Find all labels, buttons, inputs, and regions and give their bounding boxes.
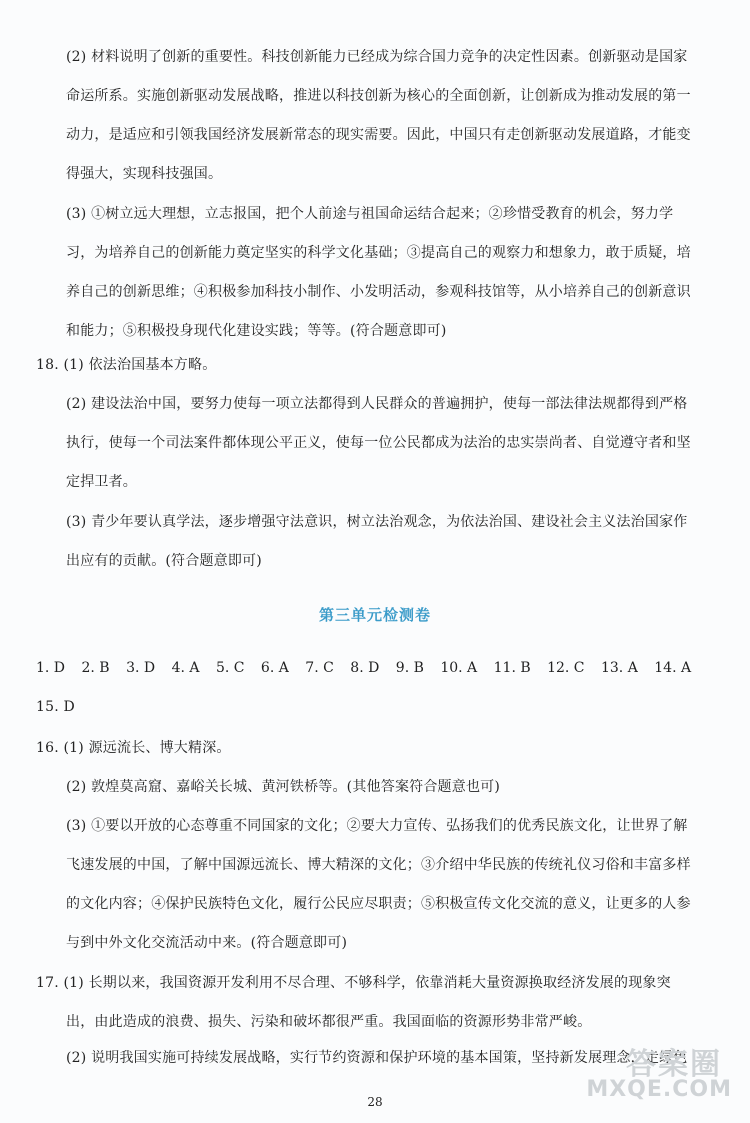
choice-answer: 11. B bbox=[493, 660, 531, 676]
choice-answer: 7. C bbox=[305, 660, 334, 676]
text-line: (3) 青少年要认真学法，逐步增强守法意识，树立法治观念，为依法治国、建设社会主义法治国家作 bbox=[66, 514, 688, 530]
choice-answer: 1. D bbox=[36, 660, 66, 676]
choice-answer: 12. C bbox=[547, 660, 585, 676]
text-line: 养自己的创新思维；④积极参加科技小制作、小发明活动，参观科技馆等，从小培养自己的创新意识 bbox=[66, 284, 691, 300]
text-line: (2) 说明我国实施可持续发展战略，实行节约资源和保护环境的基本国策，坚持新发展理念，走绿色 bbox=[66, 1050, 688, 1066]
choice-answer: 14. A bbox=[654, 660, 692, 676]
choice-answer: 4. A bbox=[171, 660, 200, 676]
watermark-url: MXQE.COM bbox=[586, 1077, 732, 1102]
choice-answer: 2. B bbox=[81, 660, 110, 676]
choice-answer: 10. A bbox=[440, 660, 478, 676]
choice-answer: 13. A bbox=[600, 660, 638, 676]
text-line: 18. (1) 依法治国基本方略。 bbox=[36, 357, 217, 373]
choice-answer: 8. D bbox=[350, 660, 380, 676]
text-line: 17. (1) 长期以来，我国资源开发利用不尽合理、不够科学，依靠消耗大量资源换取经济发展的现象突 bbox=[36, 975, 671, 991]
text-line: (2) 建设法治中国，要努力使每一项立法都得到人民群众的普遍拥护，使每一部法律法规都得到严格 bbox=[66, 396, 688, 412]
text-line: 与到中外文化交流活动中来。(符合题意即可) bbox=[66, 935, 348, 951]
watermark-logo bbox=[562, 1039, 732, 1109]
text-line: 动力，是适应和引领我国经济发展新常态的现实需要。因此，中国只有走创新驱动发展道路，才能变 bbox=[66, 127, 691, 143]
choice-answer: 3. D bbox=[126, 660, 156, 676]
text-line: 和能力；⑤积极投身现代化建设实践；等等。(符合题意即可) bbox=[66, 323, 447, 339]
choice-answer: 9. B bbox=[395, 660, 424, 676]
text-line: 飞速发展的中国，了解中国源远流长、博大精深的文化；③介绍中华民族的传统礼仪习俗和丰富多样 bbox=[66, 857, 691, 873]
watermark-text: 答案圈 bbox=[626, 1047, 722, 1082]
choice-answer: 5. C bbox=[215, 660, 245, 676]
text-line: 16. (1) 源远流长、博大精深。 bbox=[36, 740, 231, 756]
text-line: (2) 敦煌莫高窟、嘉峪关长城、黄河铁桥等。(其他答案符合题意也可) bbox=[66, 779, 501, 795]
choice-answer: 15. D bbox=[36, 699, 75, 715]
text-line: 定捍卫者。 bbox=[66, 474, 137, 490]
section-title: 第三单元检测卷 bbox=[318, 606, 431, 624]
page-number: 28 bbox=[367, 1095, 383, 1109]
text-line: 出，由此造成的浪费、损失、污染和破坏都很严重。我国面临的资源形势非常严峻。 bbox=[66, 1014, 592, 1030]
text-line: 得强大，实现科技强国。 bbox=[66, 166, 223, 182]
text-line: 的文化内容；④保护民族特色文化，履行公民应尽职责；⑤积极宣传文化交流的意义，让更多的人参 bbox=[66, 896, 691, 912]
text-line: 习，为培养自己的创新能力奠定坚实的科学文化基础；③提高自己的观察力和想象力，敢于质疑，培 bbox=[66, 245, 691, 261]
text-line: 执行，使每一个司法案件都体现公平正义，使每一位公民都成为法治的忠实崇尚者、自觉遵守者和坚 bbox=[66, 435, 691, 451]
choice-answer: 6. A bbox=[260, 660, 289, 676]
text-line: (3) ①要以开放的心态尊重不同国家的文化；②要大力宣传、弘扬我们的优秀民族文化，让世界了解 bbox=[66, 818, 688, 834]
text-line: (3) ①树立远大理想，立志报国，把个人前途与祖国命运结合起来；②珍惜受教育的机会，努力学 bbox=[66, 206, 674, 222]
text-line: (2) 材料说明了创新的重要性。科技创新能力已经成为综合国力竞争的决定性因素。创新驱动是国家 bbox=[66, 49, 688, 65]
text-line: 出应有的贡献。(符合题意即可) bbox=[66, 553, 262, 569]
choice-answers bbox=[36, 660, 703, 676]
text-line: 命运所系。实施创新驱动发展战略，推进以科技创新为核心的全面创新，让创新成为推动发展的第一 bbox=[66, 88, 691, 104]
